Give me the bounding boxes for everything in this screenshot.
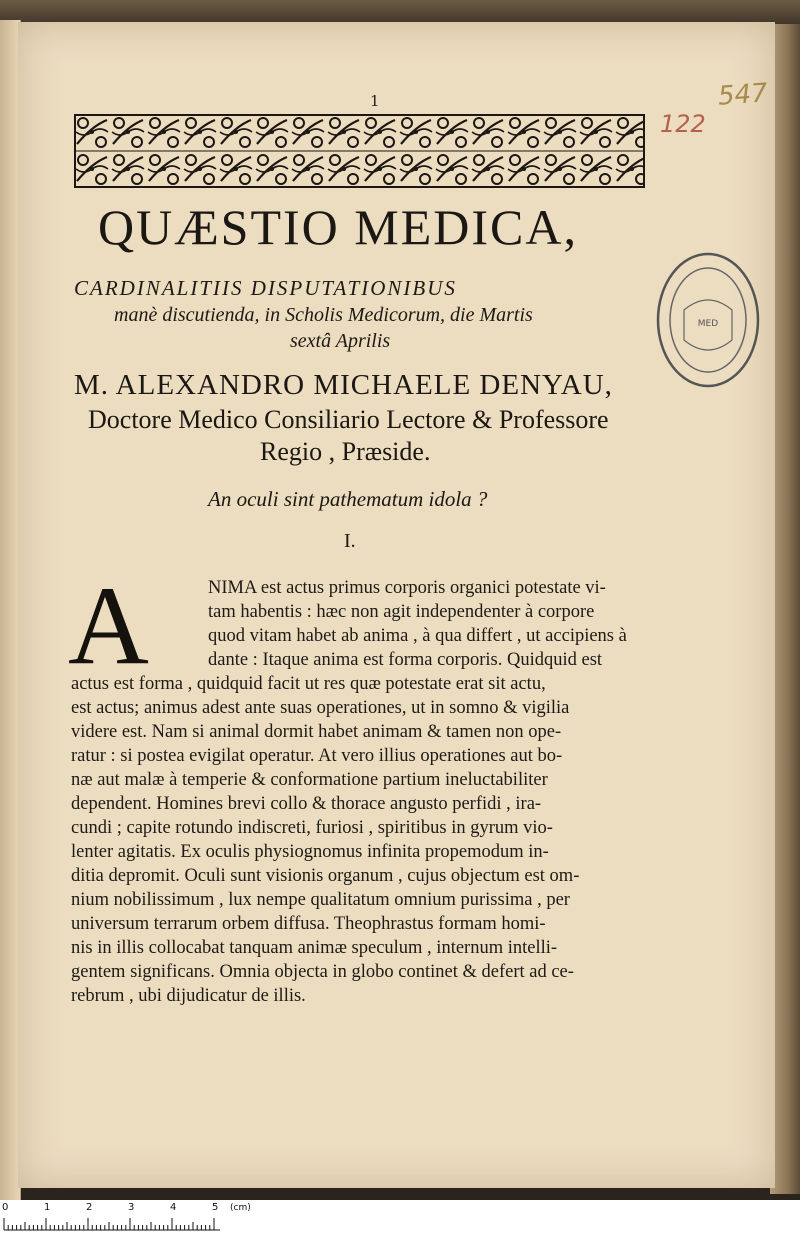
ruler-label-1: 1 — [44, 1202, 51, 1213]
question-heading: An oculi sint pathematum idola ? — [208, 487, 488, 511]
body-line: dependent. Homines brevi collo & thorace angusto perfidi , ira- — [71, 794, 542, 814]
subtitle-line-1: CARDINALITIIS DISPUTATIONIBUS — [74, 276, 457, 300]
ruler-label-2: 2 — [86, 1202, 93, 1213]
body-line: actus est forma , quidquid facit ut res quæ potestate erat sit actu, — [71, 674, 546, 694]
library-stamp — [654, 250, 762, 390]
page-number: 1 — [370, 92, 380, 110]
body-line: universum terrarum orbem diffusa. Theophrastus formam homi- — [71, 914, 546, 934]
body-line: nium nobilissimum , lux nempe qualitatum omnium purissima , per — [71, 890, 570, 910]
body-line: quod vitam habet ab anima , à qua differt , ut accipiens à — [208, 626, 627, 646]
svg-text:MED: MED — [697, 319, 719, 329]
body-line: ditia depromit. Oculi sunt visionis organum , cujus objectum est om- — [71, 866, 580, 886]
body-line: videre est. Nam si animal dormit habet animam & tamen non ope- — [71, 722, 562, 742]
body-line: NIMA est actus primus corporis organici potestate vi- — [208, 578, 606, 598]
body-line: næ aut malæ à temperie & conformatione partium ineluctabiliter — [71, 770, 548, 790]
body-line: est actus; animus adest ante suas operationes, ut in somno & vigilia — [71, 698, 570, 718]
body-line: dante : Itaque anima est forma corporis. Quidquid est — [208, 650, 603, 670]
section-number: I. — [344, 530, 356, 552]
body-line: cundi ; capite rotundo indiscreti, furiosi , spiritibus in gyrum vio- — [71, 818, 553, 838]
ruler-label-4: 4 — [170, 1202, 177, 1213]
ruler-ticks — [0, 1200, 800, 1238]
scale-ruler — [0, 1200, 800, 1238]
body-line: tam habentis : hæc non agit independenter à corpore — [208, 602, 595, 622]
subtitle-line-3: sextâ Aprilis — [290, 330, 391, 352]
drop-cap: A — [68, 564, 149, 688]
body-line: ratur : si postea evigilat operatur. At vero illius operationes aut bo- — [71, 746, 563, 766]
body-line: nis in illis collocabat tanquam animæ speculum , internum intelli- — [71, 938, 558, 958]
page-title: QUÆSTIO MEDICA, — [98, 199, 578, 255]
ruler-unit: (cm) — [230, 1203, 251, 1213]
manuscript-number-top: 547 — [717, 78, 769, 112]
body-line: lenter agitatis. Ex oculis physiognomus infinita propemodum in- — [71, 842, 549, 862]
manuscript-number-red: 122 — [660, 110, 706, 138]
ruler-label-3: 3 — [128, 1202, 135, 1213]
ornamental-band — [74, 114, 645, 188]
subtitle-line-2: manè discutienda, in Scholis Medicorum, die Martis — [114, 304, 533, 326]
praeses-role: Regio , Præside. — [260, 437, 431, 466]
ruler-label-0: 0 — [2, 1202, 9, 1213]
body-line: gentem significans. Omnia objecta in globo continet & defert ad ce- — [71, 962, 574, 982]
praeses-name: M. ALEXANDRO MICHAELE DENYAU, — [74, 369, 613, 401]
book-page — [18, 22, 775, 1188]
body-line: rebrum , ubi dijudicatur de illis. — [71, 986, 306, 1006]
praeses-title: Doctore Medico Consiliario Lectore & Professore — [88, 405, 609, 434]
ruler-label-5: 5 — [212, 1202, 219, 1213]
